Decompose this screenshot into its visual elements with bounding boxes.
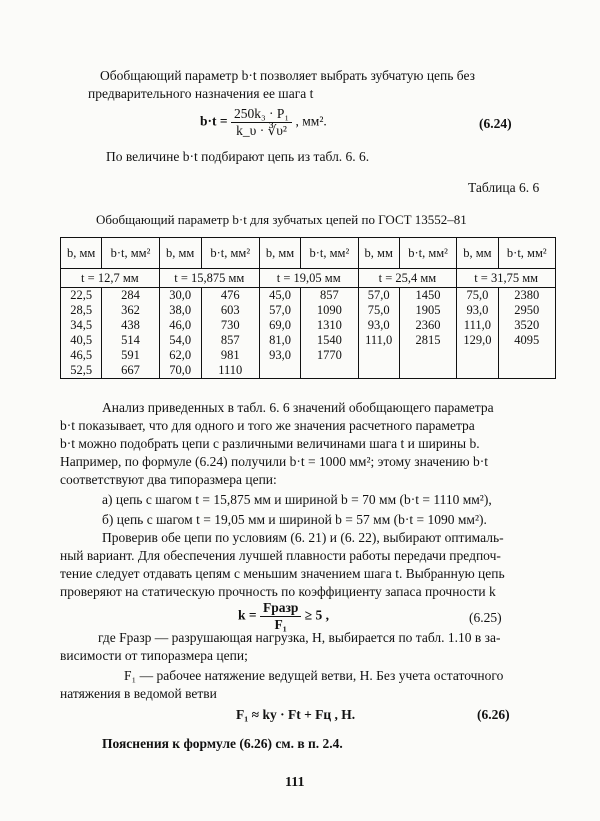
pitch-cell: t = 12,7 мм <box>61 269 160 288</box>
formula-6-26: F₁ ≈ kу · Ft + Fц , Н. <box>236 707 356 722</box>
table-cell <box>498 348 555 363</box>
table-body <box>61 288 556 379</box>
formula-6-26-number: (6.26) <box>477 707 510 722</box>
table-cell: 93,0 <box>358 318 399 333</box>
table-cell <box>457 363 498 379</box>
table-cell: 75,0 <box>358 303 399 318</box>
table-cell: 2815 <box>399 333 456 348</box>
table-cell <box>399 363 456 379</box>
table-cell: 30,0 <box>159 288 201 304</box>
formula-6-24-lhs: b·t = <box>200 113 228 129</box>
formula-6-24 <box>200 106 327 139</box>
table-cell: 1310 <box>301 318 358 333</box>
pitch-cell: t = 19,05 мм <box>259 269 358 288</box>
analysis-line-2: b·t показывает, что для одного и того же значения расчетного параметра <box>60 418 475 433</box>
table-cell <box>259 363 300 379</box>
formula-6-24-number: (6.24) <box>479 116 512 131</box>
table-cell: 362 <box>102 303 159 318</box>
header-bt: b·t, мм² <box>498 238 555 269</box>
header-b: b, мм <box>358 238 399 269</box>
formula-6-25-rhs: ≥ 5 , <box>304 607 330 623</box>
table-cell: 52,5 <box>61 363 102 379</box>
formula-6-25 <box>238 600 329 633</box>
table-cell: 34,5 <box>61 318 102 333</box>
table-caption: Обобщающий параметр b·t для зубчатых цепей по ГОСТ 13552–81 <box>96 212 467 227</box>
table-cell: 111,0 <box>358 333 399 348</box>
table-cell: 28,5 <box>61 303 102 318</box>
header-b: b, мм <box>159 238 201 269</box>
table-row <box>61 318 556 333</box>
select-line: По величине b·t подбирают цепь из табл. 6. 6. <box>106 149 370 164</box>
table-cell <box>358 348 399 363</box>
table-cell: 62,0 <box>159 348 201 363</box>
check-line-2: ный вариант. Для обеспечения лучшей плавности работы передачи предпоч- <box>60 548 501 563</box>
analysis-line-4: Например, по формуле (6.24) получили b·t = 1000 мм²; этому значению b·t <box>60 454 488 469</box>
where-line-3: F₁ — рабочее натяжение ведущей ветви, Н. Без учета остаточного <box>124 668 504 683</box>
analysis-line-5: соответствуют два типоразмера цепи: <box>60 472 277 487</box>
option-a: а) цепь с шагом t = 15,875 мм и шириной b = 70 мм (b·t = 1110 мм²), <box>102 492 492 507</box>
table-cell: 2950 <box>498 303 555 318</box>
table-cell: 40,5 <box>61 333 102 348</box>
formula-6-24-fraction <box>231 106 292 139</box>
formula-6-25-lhs: k = <box>238 607 257 623</box>
header-b: b, мм <box>457 238 498 269</box>
table-cell: 514 <box>102 333 159 348</box>
table-cell: 111,0 <box>457 318 498 333</box>
table-cell: 1905 <box>399 303 456 318</box>
table-cell: 603 <box>201 303 259 318</box>
table-cell: 38,0 <box>159 303 201 318</box>
formula-6-24-units: , мм². <box>295 113 327 129</box>
table-cell <box>358 363 399 379</box>
where-line-1: где Fразр — разрушающая нагрузка, Н, выбирается по табл. 1.10 в за- <box>98 630 501 645</box>
table-row <box>61 348 556 363</box>
formula-6-24-numerator: 250k₃ · P₁ <box>231 106 292 123</box>
table-row <box>61 288 556 304</box>
table-header-row <box>61 238 556 269</box>
pitch-cell: t = 31,75 мм <box>457 269 556 288</box>
analysis-line-1: Анализ приведенных в табл. 6. 6 значений обобщающего параметра <box>102 400 494 415</box>
table-cell: 667 <box>102 363 159 379</box>
table-cell: 2360 <box>399 318 456 333</box>
table-cell: 93,0 <box>259 348 300 363</box>
formula-6-25-numerator: Fразр <box>260 600 301 617</box>
table-cell: 284 <box>102 288 159 304</box>
table-cell: 81,0 <box>259 333 300 348</box>
pitch-cell: t = 15,875 мм <box>159 269 259 288</box>
where-line-4: натяжения в ведомой ветви <box>60 686 217 701</box>
check-line-4: проверяют на статическую прочность по коэффициенту запаса прочности k <box>60 584 496 599</box>
pitch-cell: t = 25,4 мм <box>358 269 457 288</box>
table-cell: 93,0 <box>457 303 498 318</box>
table-cell: 981 <box>201 348 259 363</box>
page-number: 111 <box>285 775 305 790</box>
chain-table <box>60 237 556 379</box>
table-cell: 476 <box>201 288 259 304</box>
note-line: Пояснения к формуле (6.26) см. в п. 2.4. <box>102 736 343 751</box>
table-cell: 46,0 <box>159 318 201 333</box>
table-cell: 57,0 <box>259 303 300 318</box>
table-cell: 1090 <box>301 303 358 318</box>
table-cell: 730 <box>201 318 259 333</box>
check-line-1: Проверив обе цепи по условиям (6. 21) и (6. 22), выбирают оптималь- <box>102 530 504 545</box>
table-cell: 591 <box>102 348 159 363</box>
table-cell: 46,5 <box>61 348 102 363</box>
table-cell: 45,0 <box>259 288 300 304</box>
table-cell: 438 <box>102 318 159 333</box>
table-cell: 3520 <box>498 318 555 333</box>
formula-6-25-fraction <box>260 600 301 633</box>
table-cell: 54,0 <box>159 333 201 348</box>
table-cell: 70,0 <box>159 363 201 379</box>
table-cell: 129,0 <box>457 333 498 348</box>
table-cell: 75,0 <box>457 288 498 304</box>
check-line-3: тение следует отдавать цепям с меньшим значением шага t. Выбранную цепь <box>60 566 505 581</box>
formula-6-24-denominator: k_υ · ∛υ² <box>236 123 287 138</box>
table-cell <box>301 363 358 379</box>
header-b: b, мм <box>61 238 102 269</box>
where-line-2: висимости от типоразмера цепи; <box>60 648 248 663</box>
table-cell <box>498 363 555 379</box>
header-b: b, мм <box>259 238 300 269</box>
table-cell: 2380 <box>498 288 555 304</box>
table-cell: 4095 <box>498 333 555 348</box>
header-bt: b·t, мм² <box>399 238 456 269</box>
table-row <box>61 363 556 379</box>
pitch-row <box>61 269 556 288</box>
table-row <box>61 303 556 318</box>
table-cell <box>399 348 456 363</box>
table-cell: 1540 <box>301 333 358 348</box>
table-cell: 57,0 <box>358 288 399 304</box>
header-bt: b·t, мм² <box>301 238 358 269</box>
analysis-line-3: b·t можно подобрать цепи с различными величинами шага t и ширины b. <box>60 436 480 451</box>
option-b: б) цепь с шагом t = 19,05 мм и шириной b = 57 мм (b·t = 1090 мм²). <box>102 512 487 527</box>
intro-line-2: предварительного назначения ее шага t <box>88 86 314 101</box>
table-cell: 1770 <box>301 348 358 363</box>
table-cell <box>457 348 498 363</box>
table-cell: 69,0 <box>259 318 300 333</box>
table-cell: 1450 <box>399 288 456 304</box>
table-cell: 1110 <box>201 363 259 379</box>
table-cell: 857 <box>201 333 259 348</box>
header-bt: b·t, мм² <box>201 238 259 269</box>
formula-6-25-denominator: F₁ <box>274 617 287 632</box>
intro-line-1: Обобщающий параметр b·t позволяет выбрать зубчатую цепь без <box>100 68 475 83</box>
table-label: Таблица 6. 6 <box>468 180 540 195</box>
table-row <box>61 333 556 348</box>
table-cell: 857 <box>301 288 358 304</box>
header-bt: b·t, мм² <box>102 238 159 269</box>
table-cell: 22,5 <box>61 288 102 304</box>
formula-6-25-number: (6.25) <box>469 610 502 625</box>
